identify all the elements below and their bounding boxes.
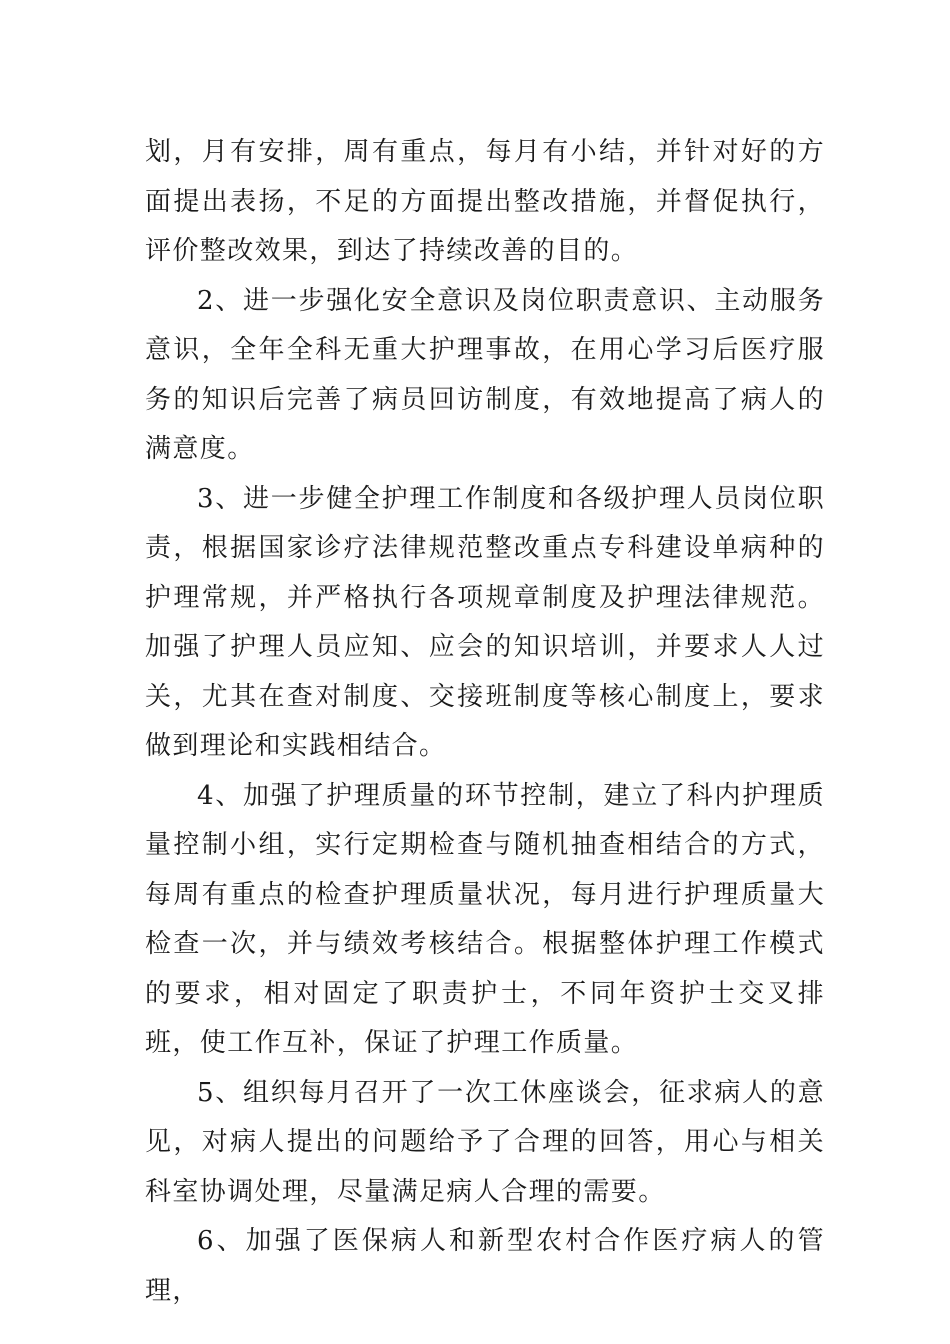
paragraph-item-5: 5、组织每月召开了一次工休座谈会，征求病人的意见，对病人提出的问题给予了合理的回答，用心与相关科室协调处理，尽量满足病人合理的需要。 bbox=[145, 1077, 825, 1207]
paragraph-item-6: 6、加强了医保病人和新型农村合作医疗病人的管理， bbox=[145, 1226, 825, 1306]
paragraph-item-4: 4、加强了护理质量的环节控制，建立了科内护理质量控制小组，实行定期检查与随机抽查相结合的方式，每周有重点的检查护理质量状况，每月进行护理质量大检查一次，并与绩效考核结合。根据整体护理工作模式的要求，相对固定了职责护士，不同年资护士交叉排班，使工作互补，保证了护理工作质量。 bbox=[145, 780, 825, 1058]
paragraph-item-3: 3、进一步健全护理工作制度和各级护理人员岗位职责，根据国家诊疗法律规范整改重点专科建设单病种的护理常规，并严格执行各项规章制度及护理法律规范。加强了护理人员应知、应会的知识培训，并要求人人过关，尤其在查对制度、交接班制度等核心制度上，要求做到理论和实践相结合。 bbox=[145, 483, 825, 761]
paragraph-item-2: 2、进一步强化安全意识及岗位职责意识、主动服务意识，全年全科无重大护理事故，在用心学习后医疗服务的知识后完善了病员回访制度，有效地提高了病人的满意度。 bbox=[145, 285, 825, 464]
document-body bbox=[145, 128, 825, 1316]
paragraph-continuation: 划，月有安排，周有重点，每月有小结，并针对好的方面提出表扬，不足的方面提出整改措施，并督促执行，评价整改效果，到达了持续改善的目的。 bbox=[145, 137, 825, 266]
